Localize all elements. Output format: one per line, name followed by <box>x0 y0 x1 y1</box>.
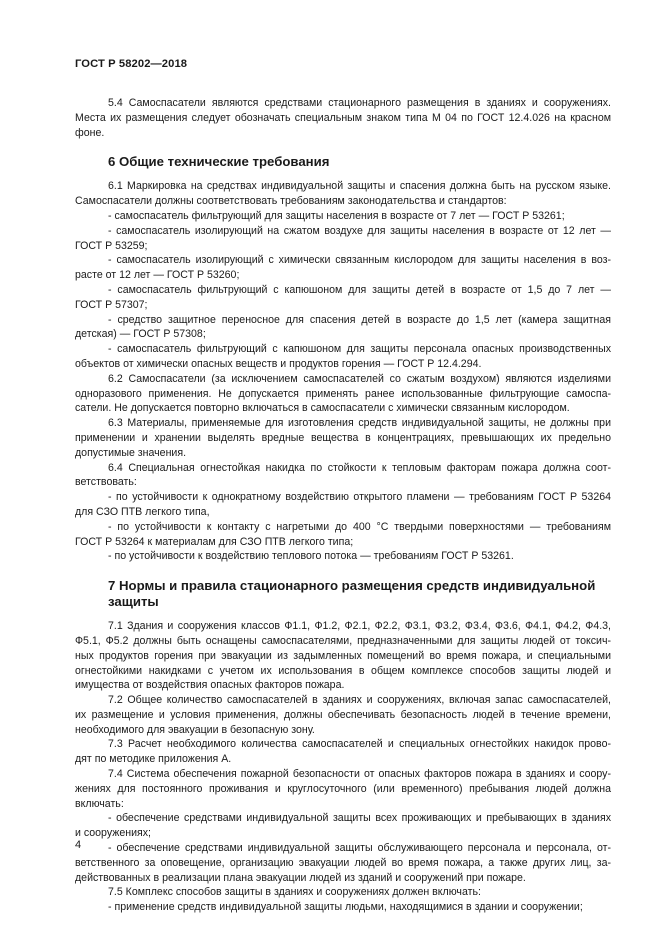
text-line: ветствовать: <box>75 476 137 489</box>
text-line: 6.1 Маркировка на средствах индивидуальной защиты и спасения должна быть на русском языке. <box>108 180 611 193</box>
text-line: ветственного за оповещение, организацию эвакуации людей во время пожара, а также других лиц, за- <box>75 856 611 869</box>
text-line: необходимого для эвакуации в безопасную зону. <box>75 723 315 736</box>
text-line: ГОСТ Р 53264 к материалам для СЗО ПТВ легкого типа; <box>75 535 354 548</box>
document-body <box>75 96 611 915</box>
paragraph <box>75 737 611 767</box>
paragraph <box>75 209 611 224</box>
paragraph <box>75 693 611 737</box>
text-line: ных продуктов горения при эвакуации из задымленных помещений во время пожара, и специальными <box>75 649 611 662</box>
running-header: ГОСТ Р 58202—2018 <box>75 58 188 70</box>
text-line: допустимые значения. <box>75 446 187 459</box>
text-line: 7.4 Система обеспечения пожарной безопасности от опасных факторов пожара в зданиях и соору- <box>108 768 611 781</box>
text-line: - обеспечение средствами индивидуальной защиты всех проживающих и пребывающих в зданиях <box>108 812 611 825</box>
text-line: ГОСТ Р 53259; <box>75 239 148 252</box>
text-line: 5.4 Самоспасатели являются средствами стационарного размещения в зданиях и сооружениях. <box>108 97 611 109</box>
paragraph <box>75 283 611 313</box>
text-line: - самоспасатель изолирующий на сжатом воздухе для защиты населения в возрасте от 12 лет — <box>108 224 611 237</box>
paragraph <box>75 900 611 915</box>
paragraph <box>75 416 611 460</box>
text-line: 7.2 Общее количество самоспасателей в зданиях и сооружениях, включая запас самоспасателей, <box>108 694 611 707</box>
text-line: 6.4 Специальная огнестойкая накидка по стойкости к тепловым факторам пожара должна соот- <box>108 461 611 474</box>
paragraph <box>75 372 611 416</box>
text-line: фоне. <box>75 126 105 139</box>
text-line: - самоспасатель фильтрующий с капюшоном для защиты детей в возрасте от 1,5 до 7 лет — <box>108 283 611 296</box>
text-line: дят по методике приложения А. <box>75 753 232 766</box>
section-heading <box>75 154 611 170</box>
paragraph <box>75 96 611 140</box>
paragraph <box>75 490 611 520</box>
text-line: - самоспасатель изолирующий с химически связанным кислородом для защиты населения в воз- <box>108 254 611 267</box>
text-line: - средство защитное переносное для спасения детей в возрасте до 1,5 лет (камера защитная <box>108 313 611 326</box>
text-line: для СЗО ПТВ легкого типа, <box>75 505 210 518</box>
paragraph <box>75 224 611 254</box>
text-line: расте от 12 лет — ГОСТ Р 53260; <box>75 269 240 282</box>
text-line: - применение средств индивидуальной защиты людьми, находящимися в здании и сооружении; <box>108 901 583 914</box>
text-line: применении и хранении выделять вредные вещества в концентрациях, превышающих их предельно <box>75 431 611 444</box>
paragraph <box>75 520 611 550</box>
text-line: их размещение и условия применения, должны обеспечивать безопасность людей в течение времени, <box>75 708 611 721</box>
paragraph <box>75 313 611 343</box>
text-line: - по устойчивости к контакту с нагретыми до 400 °С твердыми поверхностями — требованиям <box>108 520 611 533</box>
text-line: 7.3 Расчет необходимого количества самоспасателей и специальных огнестойких накидок прово- <box>108 738 611 751</box>
text-line: одноразового применения. Не допускается применять ранее использованные фильтрующие самоспа- <box>75 387 611 400</box>
text-line: - самоспасатель фильтрующий с капюшоном для защиты персонала опасных производственных <box>108 343 611 356</box>
paragraph <box>75 767 611 811</box>
paragraph <box>75 549 611 564</box>
text-line: ГОСТ Р 57307; <box>75 298 148 311</box>
text-line: Ф5.1, Ф5.2 должны быть оснащены самоспасателями, предназначенными для защиты людей от токсич- <box>75 634 611 647</box>
paragraph <box>75 461 611 491</box>
text-line: Самоспасатели должны соответствовать требованиям законодательства и стандартов: <box>75 195 507 208</box>
page-number: 4 <box>75 839 82 851</box>
text-line: и сооружениях; <box>75 827 151 840</box>
heading-line: 6 Общие технические требования <box>108 154 330 170</box>
text-line: 6.3 Материалы, применяемые для изготовления средств индивидуальной защиты, не должны при <box>108 417 611 430</box>
text-line: объектов от химически опасных веществ и продуктов горения — ГОСТ Р 12.4.294. <box>75 357 482 370</box>
paragraph <box>75 885 611 900</box>
text-line: 7.1 Здания и сооружения классов Ф1.1, Ф1.2, Ф2.1, Ф2.2, Ф3.1, Ф3.2, Ф3.4, Ф3.6, Ф4.1, Ф4.2, Ф4.3, <box>108 620 611 633</box>
section-heading <box>75 578 611 610</box>
paragraph <box>75 841 611 885</box>
paragraph <box>75 619 611 693</box>
text-line: детская) — ГОСТ Р 57308; <box>75 328 206 341</box>
text-line: сатели. Не допускается повторно включаться в самоспасатели с химически связанным кислородом. <box>75 402 570 415</box>
text-line: 6.2 Самоспасатели (за исключением самоспасателей со сжатым воздухом) являются изделиями <box>108 372 611 385</box>
paragraph <box>75 342 611 372</box>
text-line: - по устойчивости к однократному воздействию открытого пламени — требованиям ГОСТ Р 53264 <box>108 491 611 504</box>
text-line: огнестойкими накидками с учетом их использования в общем комплексе способов защиты людей и <box>75 664 611 677</box>
text-line: - обеспечение средствами индивидуальной защиты обслуживающего персонала и персонала, от- <box>108 842 611 855</box>
text-line: имущества от воздействия опасных факторов пожара. <box>75 679 345 692</box>
text-line: 7.5 Комплекс способов защиты в зданиях и сооружениях должен включать: <box>108 886 481 899</box>
paragraph <box>75 253 611 283</box>
text-line: действованных в реализации плана эвакуации людей из зданий и сооружений при пожаре. <box>75 871 526 884</box>
heading-line: 7 Нормы и правила стационарного размещения средств индивидуальной <box>108 578 596 594</box>
paragraph <box>75 811 611 841</box>
text-line: включать: <box>75 797 124 810</box>
heading-line: защиты <box>108 594 159 610</box>
paragraph <box>75 179 611 209</box>
text-line: жениях для постоянного проживания и круглосуточного (или временного) пребывания людей должна <box>75 782 611 795</box>
text-line: Места их размещения следует обозначать специальным знаком типа М 04 по ГОСТ 12.4.026 на красном <box>75 111 611 124</box>
text-line: - по устойчивости к воздействию теплового потока — требованиям ГОСТ Р 53261. <box>108 550 514 563</box>
text-line: - самоспасатель фильтрующий для защиты населения в возрасте от 7 лет — ГОСТ Р 53261; <box>108 209 565 222</box>
